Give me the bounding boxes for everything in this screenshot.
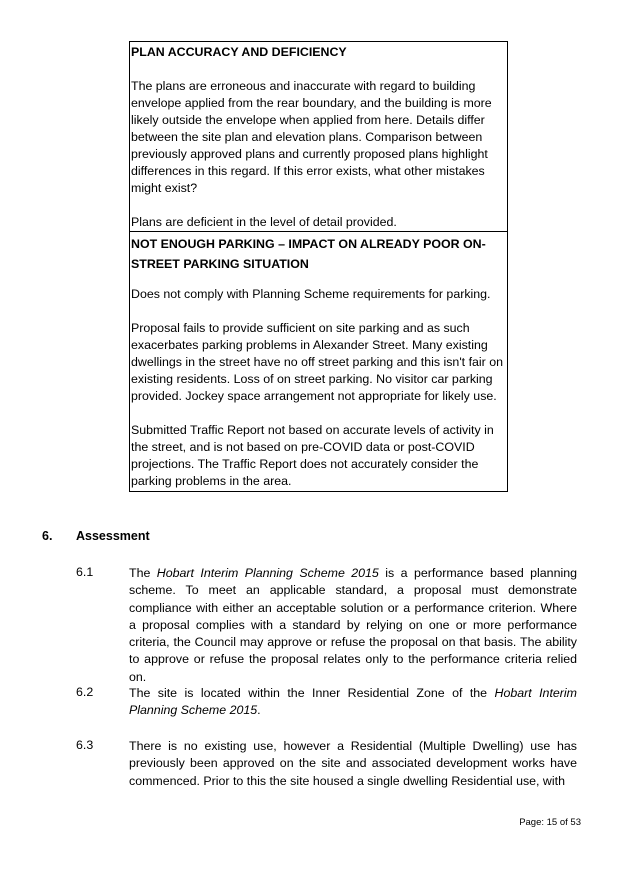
scheme-name: Hobart Interim Planning Scheme 2015 — [156, 566, 379, 580]
section-number: 6. — [42, 529, 53, 543]
text: . — [257, 703, 261, 718]
representation-table — [129, 41, 508, 492]
page-number: Page: 15 of 53 — [519, 817, 581, 828]
row-paragraph: Does not comply with Planning Scheme requirements for parking. — [131, 287, 491, 301]
paragraph-6-2 — [129, 685, 577, 720]
row-paragraph: Proposal fails to provide sufficient on site parking and as such exacerbates parking problems in Alexander Street. Many existing dwellings in the street have no off street parking and this isn't fair on existing residents. Loss of on street parking. No visitor car parking provided. Jockey space arrangement not appropriate for likely use. — [131, 321, 504, 403]
table-row-plan-accuracy — [130, 42, 507, 231]
row-paragraph: The plans are erroneous and inaccurate with regard to building envelope applied from the rear boundary, and the building is more likely outside the envelope when applied from here. Details differ between the site plan and elevation plans. Comparison between previously approved plans and currently proposed plans highlight differences in this regard. If this error exists, what other mistakes might exist? — [131, 79, 492, 195]
paragraph-number: 6.3 — [76, 738, 94, 752]
text: The site is located within the Inner Residential Zone of the — [129, 686, 495, 700]
text: is a performance based planning scheme. To meet an applicable standard, a proposal must demonstrate compliance with either an acceptable solution or a performance criterion. Where a proposal complies with a standard by relying on one or more performance criteria, the Council may approve or refuse the proposal on that basis. The ability to approve or refuse the proposal relates only to the performance criteria relied on. — [129, 566, 577, 684]
row-heading: NOT ENOUGH PARKING – IMPACT ON ALREADY POOR ON-STREET PARKING SITUATION — [131, 237, 486, 271]
row-paragraph: Submitted Traffic Report not based on accurate levels of activity in the street, and is not based on pre-COVID data or post-COVID projections. The Traffic Report does not accurately consider the parking problems in the area. — [131, 423, 494, 488]
paragraph-number: 6.1 — [76, 565, 94, 579]
table-row-parking — [130, 231, 507, 491]
section-title: Assessment — [76, 529, 150, 543]
row-heading: PLAN ACCURACY AND DEFICIENCY — [131, 45, 347, 59]
paragraph-number: 6.2 — [76, 685, 94, 699]
row-paragraph: Plans are deficient in the level of detail provided. — [131, 215, 397, 229]
paragraph-6-3: There is no existing use, however a Residential (Multiple Dwelling) use has previously been approved on the site and associated development works have commenced. Prior to this the site housed a single dwelling Residential use, with — [129, 739, 577, 788]
scheme-name: Hobart Interim Planning Scheme 2015 — [129, 686, 577, 718]
paragraph-6-1 — [129, 565, 577, 686]
text: The — [129, 566, 157, 580]
